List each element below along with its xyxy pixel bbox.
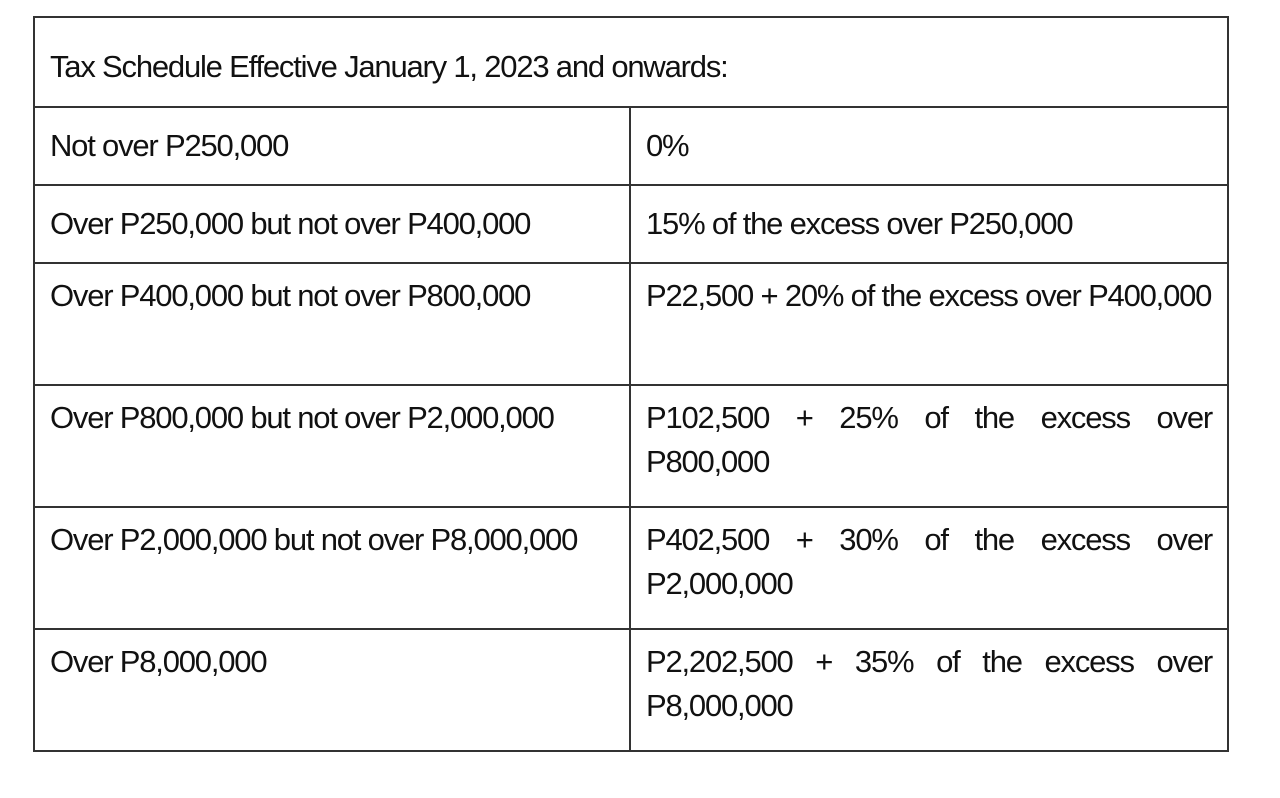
- table-title: Tax Schedule Effective January 1, 2023 and onwards:: [34, 17, 1228, 107]
- bracket-cell: Over P2,000,000 but not over P8,000,000: [34, 507, 630, 629]
- table-title-row: [34, 17, 1228, 107]
- tax-cell: P2,202,500 + 35% of the excess over P8,000,000: [630, 629, 1228, 751]
- tax-cell: P402,500 + 30% of the excess over P2,000,000: [630, 507, 1228, 629]
- tax-cell: P102,500 + 25% of the excess over P800,000: [630, 385, 1228, 507]
- table-row: [34, 107, 1228, 185]
- bracket-cell: Over P8,000,000: [34, 629, 630, 751]
- table-row: [34, 185, 1228, 263]
- tax-schedule-table: [33, 16, 1229, 752]
- bracket-cell: Over P250,000 but not over P400,000: [34, 185, 630, 263]
- table-row: [34, 507, 1228, 629]
- tax-cell: 0%: [630, 107, 1228, 185]
- bracket-cell: Over P400,000 but not over P800,000: [34, 263, 630, 385]
- tax-cell: P22,500 + 20% of the excess over P400,000: [630, 263, 1228, 385]
- table-row: [34, 629, 1228, 751]
- table-row: [34, 263, 1228, 385]
- table-row: [34, 385, 1228, 507]
- bracket-cell: Over P800,000 but not over P2,000,000: [34, 385, 630, 507]
- bracket-cell: Not over P250,000: [34, 107, 630, 185]
- tax-cell: 15% of the excess over P250,000: [630, 185, 1228, 263]
